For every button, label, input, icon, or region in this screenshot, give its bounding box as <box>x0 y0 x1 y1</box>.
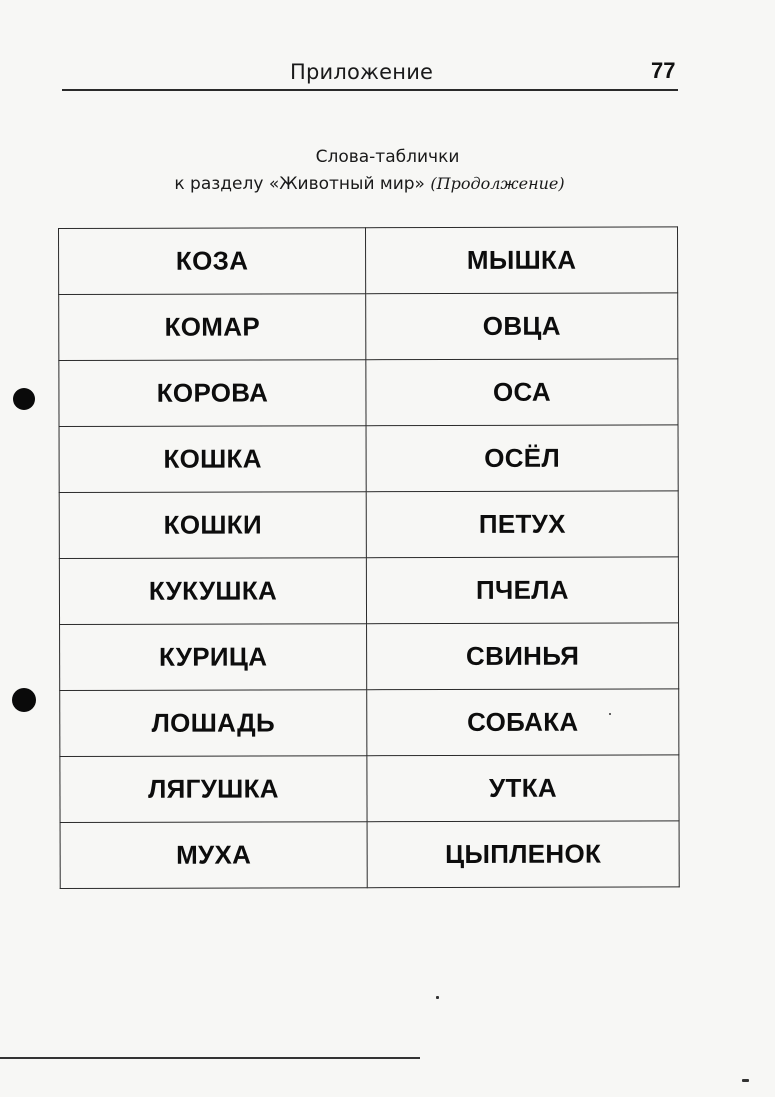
word-card: МЫШКА <box>366 227 678 294</box>
word-card: ОСЁЛ <box>366 425 678 492</box>
scan-speck <box>609 713 611 715</box>
word-card: ПЧЕЛА <box>366 557 678 624</box>
binder-hole-icon <box>13 388 35 410</box>
word-cards-table <box>58 226 680 889</box>
table-row <box>59 557 678 625</box>
word-card: ЦЫПЛЕНОК <box>367 821 679 888</box>
section-subtitle-continuation: (Продолжение) <box>430 174 565 193</box>
word-card: ПЕТУХ <box>366 491 678 558</box>
binder-hole-icon <box>12 688 36 712</box>
section-subtitle <box>0 174 757 194</box>
word-card: КОШКА <box>59 426 366 493</box>
word-card: СОБАКА <box>367 689 679 756</box>
table-row <box>59 359 678 427</box>
section-title: Слова-таблички <box>315 147 460 167</box>
word-card: КОРОВА <box>59 360 366 427</box>
word-card: КУРИЦА <box>60 624 367 691</box>
table-row <box>60 821 679 889</box>
table-row <box>60 689 679 757</box>
page-header-title: Приложение <box>290 60 434 84</box>
header-divider <box>62 89 678 91</box>
word-card: КОШКИ <box>59 492 366 559</box>
footer-divider <box>0 1057 420 1059</box>
table-row <box>59 491 678 559</box>
scan-speck <box>742 1079 749 1082</box>
word-card: ЛОШАДЬ <box>60 690 367 757</box>
word-card: ЛЯГУШКА <box>60 756 367 823</box>
table-row <box>59 425 678 493</box>
section-subtitle-main: к разделу «Животный мир» <box>174 174 425 194</box>
page-number: 77 <box>651 58 676 83</box>
word-card: ОСА <box>366 359 678 426</box>
word-card: МУХА <box>60 822 367 889</box>
table-row <box>59 293 678 361</box>
table-row <box>59 227 678 295</box>
word-card: УТКА <box>367 755 679 822</box>
word-card: ОВЦА <box>366 293 678 360</box>
table-row <box>60 755 679 823</box>
word-card: КУКУШКА <box>59 558 366 625</box>
table-row <box>60 623 679 691</box>
word-card: КОМАР <box>59 294 366 361</box>
scan-speck <box>436 996 439 999</box>
word-card: СВИНЬЯ <box>367 623 679 690</box>
word-card: КОЗА <box>59 228 366 295</box>
